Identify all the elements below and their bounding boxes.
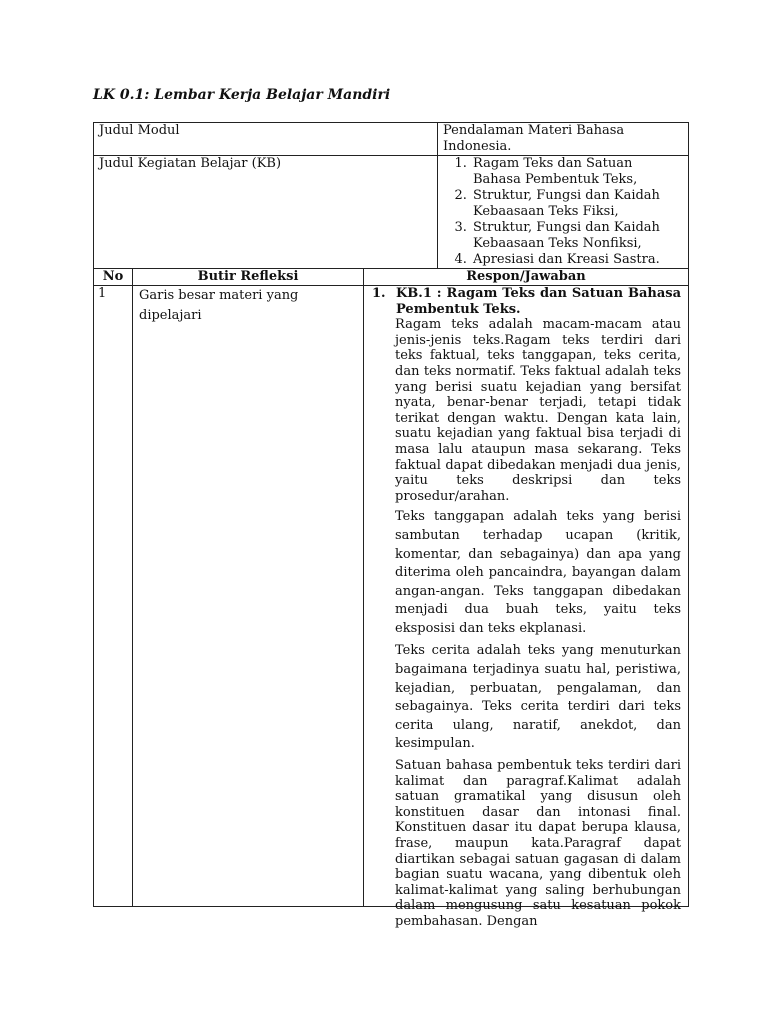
kb-list-item: 1. Ragam Teks dan Satuan Bahasa Pembentuk Teks,: [471, 156, 683, 188]
kb-heading-number: 1.: [372, 286, 386, 301]
header-no: No: [94, 269, 133, 286]
paragraph-ragam-teks: Ragam teks adalah macam-macam atau jenis-jenis teks.Ragam teks terdiri dari teks faktual, teks tanggapan, teks cerita, dan teks normatif. Teks faktual adalah teks yang berisi suatu kejadian yang bersifat nyata, benar-benar terjadi, tetapi tidak terikat dengan waktu. Dengan kata lain, suatu kejadian yang faktual bisa terjadi di masa lalu ataupun masa sekarang. Teks faktual dapat dibedakan menjadi dua jenis, yaitu teks deskripsi dan teks prosedur/arahan.: [395, 317, 681, 504]
kb-label: Judul Kegiatan Belajar (KB): [94, 156, 438, 269]
kb-list-item: 3. Struktur, Fungsi dan Kaidah Kebaasaan Teks Nonfiksi,: [471, 220, 683, 252]
butir-refleksi-cell: Garis besar materi yang dipelajari: [133, 286, 364, 907]
header-butir-refleksi: Butir Refleksi: [133, 269, 364, 286]
module-info-table: [93, 122, 689, 269]
table-row: [94, 286, 689, 907]
module-row: [94, 123, 689, 156]
module-label: Judul Modul: [94, 123, 438, 156]
respon-body: [372, 286, 681, 929]
kb-list-item: 4. Apresiasi dan Kreasi Sastra.: [471, 252, 683, 268]
header-row: [94, 269, 689, 286]
kb-heading-title: KB.1 : Ragam Teks dan Satuan Bahasa Pembentuk Teks.: [396, 286, 681, 317]
kb-list-cell: [438, 156, 689, 269]
header-respon-jawaban: Respon/Jawaban: [364, 269, 689, 286]
kb-row: [94, 156, 689, 269]
kb-heading: [372, 286, 681, 317]
row-number: 1: [94, 286, 133, 907]
module-value: Pendalaman Materi Bahasa Indonesia.: [438, 123, 689, 156]
reflection-table: [93, 268, 689, 929]
paragraph-teks-cerita: Teks cerita adalah teks yang menuturkan bagaimana terjadinya suatu hal, peristiwa, kejadian, perbuatan, pengalaman, dan sebagainya. Teks cerita terdiri dari teks cerita ulang, naratif, anekdot, dan kesimpulan.: [395, 643, 681, 752]
kb-list: [443, 156, 683, 268]
paragraph-satuan-bahasa: Satuan bahasa pembentuk teks terdiri dari kalimat dan paragraf.Kalimat adalah satuan gramatikal yang disusun oleh konstituen dasar dan intonasi final. Konstituen dasar itu dapat berupa klausa, frase, maupun kata.Paragraf dapat diartikan sebagai satuan gagasan di dalam bagian suatu wacana, yang dibentuk oleh kalimat-kalimat yang saling berhubungan dalam mengusung satu kesatuan pokok pembahasan. Dengan: [395, 758, 681, 929]
respon-cell: [364, 286, 689, 929]
kb-list-item: 2. Struktur, Fungsi dan Kaidah Kebaasaan Teks Fiksi,: [471, 188, 683, 220]
page-title: LK 0.1: Lembar Kerja Belajar Mandiri: [93, 87, 391, 103]
paragraph-teks-tanggapan: Teks tanggapan adalah teks yang berisi sambutan terhadap ucapan (kritik, komentar, dan sebagainya) dan apa yang diterima oleh pancaindra, bayangan dalam angan-angan. Teks tanggapan dibedakan menjadi dua buah teks, yaitu teks eksposisi dan teks ekplanasi.: [395, 509, 681, 636]
